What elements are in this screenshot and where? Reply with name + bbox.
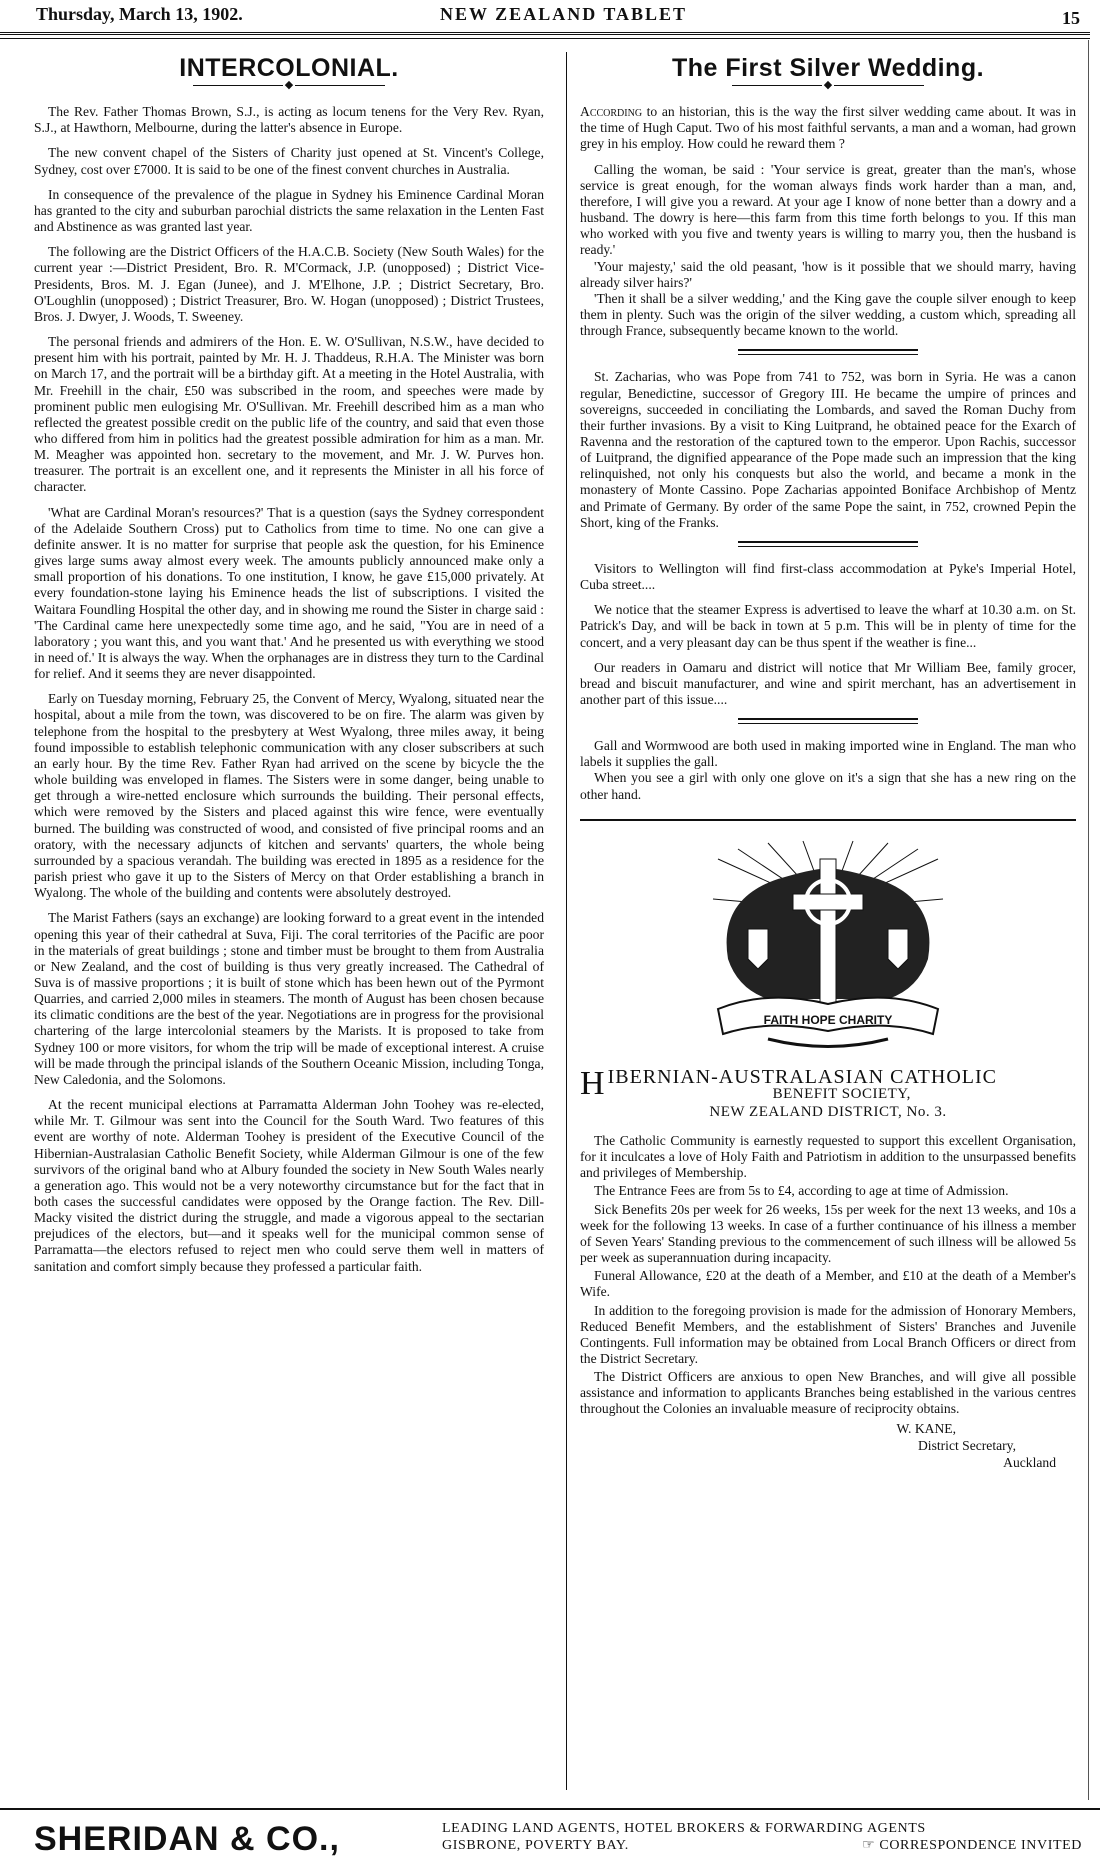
silver-wedding-paragraph: Calling the woman, be said : 'Your service is great, greater than the man's, whose service is great enough, for the woman always finds work harder than a man, and, therefore, I will give you a reward. At your age I know of none better than a dowry and a husband. The dowry is here—this farm from this time forth belongs to you. If this man who worked with you five and twenty years is willing to marry you, then the husband is ready.' bbox=[580, 161, 1076, 258]
gall-paragraph: When you see a girl with only one glove on it's a sign that she has a new ring on the other hand. bbox=[580, 770, 1076, 802]
intercolonial-paragraph: In consequence of the prevalence of the plague in Sydney his Eminence Cardinal Moran has granted to the city and suburban parochial districts the same relaxation in the Lenten Fast and Abstinence as was granted last year. bbox=[34, 186, 544, 235]
intercolonial-paragraph: The new convent chapel of the Sisters of Charity just opened at St. Vincent's College, Sydney, cost over £7000. It is said to be one of the finest convent churches in Australia. bbox=[34, 145, 544, 177]
silver-wedding-paragraph bbox=[580, 104, 1076, 152]
hibernian-paragraph: Sick Benefits 20s per week for 26 weeks, 15s per week for the next 13 weeks, and 10s a week for the following 13 weeks. In case of a further continuance of his illness a member of Seven Years' Standing previous to the commencement of such illness will be allowed 5s per week as superannuation during incapacity. bbox=[580, 1201, 1076, 1266]
right-margin-rule bbox=[1088, 40, 1089, 1800]
pointing-hand-icon: ☞ bbox=[862, 1838, 876, 1853]
footer-advertiser-name: SHERIDAN & CO., bbox=[34, 1820, 340, 1858]
title-ornament: ◆ bbox=[34, 80, 544, 90]
hibernian-district: NEW ZEALAND DISTRICT, No. 3. bbox=[709, 1103, 947, 1120]
footer-rule bbox=[0, 1808, 1100, 1810]
paragraph-text: to an historian, this is the way the first silver wedding came about. It was in the time of Hugh Caput. Two of his most faithful servants, a man and a woman, had grown grey in his employ. How could he reward them ? bbox=[580, 104, 1076, 152]
left-column bbox=[34, 52, 544, 1284]
section-separator bbox=[738, 718, 918, 724]
notice-paragraph: We notice that the steamer Express is advertised to leave the wharf at 10.30 a.m. on St. Patrick's Day, and will be back in town at 5 p.m. This will be in plenty of time for the concert, and a very pleasant day can be thus spent if the weather is fine... bbox=[580, 602, 1076, 650]
silver-wedding-paragraph: 'Then it shall be a silver wedding,' and the King gave the couple silver enough to keep them in plenty. Such was the origin of the silver wedding, a custom which, spreading all through France, subsequently became known to the world. bbox=[580, 290, 1076, 339]
column-divider bbox=[566, 52, 567, 1790]
signature-name: W. KANE, bbox=[896, 1420, 956, 1436]
silver-wedding-paragraph: 'Your majesty,' said the old peasant, 'how is it possible that we should marry, having already silver hairs?' bbox=[580, 258, 1076, 290]
hibernian-initial: H bbox=[580, 1064, 606, 1102]
zacharias-paragraph: St. Zacharias, who was Pope from 741 to 752, was born in Syria. He was a canon regular, Benedictine, successor of Gregory III. He became the umpire of princes and sovereigns, succeeded in conciliating the Lombards, and saved the Roman Duchy from their further invasions. By a visit to King Luitprand, he obtained peace for the Exarch of Ravenna and the restoration of the captured town to the emperor. Upon Rachis, successor of Luitprand, the dignified appearance of the Pope made such an impression that the king relinquished, not only his conquests but also the world, and became a monk in the monastery of Monte Cassino. Pope Zacharias appointed Boniface Archbishop of Mentz and Primate of Germany. By order of the same Pope the saint, in 752, crowned Pepin the Short, king of the Franks. bbox=[580, 369, 1076, 530]
header-rule-thin bbox=[0, 38, 1090, 39]
intercolonial-paragraph: 'What are Cardinal Moran's resources?' That is a question (says the Sydney correspondent of the Adelaide Southern Cross) put to Catholics from time to time. No one can give a definite answer. It is no matter for surprise that people ask the question, for his Eminence gives large sums away almost every week. The amounts publicly announced make only a small proportion of his donations. To one institution, I know, he gave £15,000 privately. At every foundation-stone laying his Eminence heads the list of subscriptions. I visited the Waitara Foundling Hospital the other day, and in showing me round the Sister in charge said : 'The Cardinal came here unexpectedly some time ago, and he said, "You are in need of a laboratory ; you want this, and you want that.' And he presented us with everything we stood in need of.' It is always the way. When the orphanages are in distress they turn to the Cardinal for relief. And it seems they are never disappointed. bbox=[34, 504, 544, 682]
header-date: Thursday, March 13, 1902. bbox=[36, 4, 243, 24]
advert-rule bbox=[580, 819, 1076, 821]
hibernian-paragraph: The Entrance Fees are from 5s to £4, according to age at time of Admission. bbox=[594, 1183, 1009, 1199]
silver-wedding-title: The First Silver Wedding. bbox=[671, 54, 985, 82]
intercolonial-paragraph: The personal friends and admirers of the Hon. E. W. O'Sullivan, N.S.W., have decided to present him with his portrait, painted by Mr. H. J. Thaddeus, R.H.A. The Minister was born on March 17, and the portrait will be a birthday gift. At a meeting in the Hotel Australia, with Mr. Freehill in the chair, £50 was subscribed in the room, and speeches were made by prominent public men eulogising Mr. O'Sullivan. Mr. Freehill described him as a man who reflected the greatest possible credit on the public life of the country, and said that even those who differed from him in politics had the greatest possible admiration for him as a man. Mr. M. Meagher was appointed hon. secretary to the movement, and Mr. J. W. Purves hon. treasurer. The portrait is an excellent one, and it represents the Minister in all his force of character. bbox=[34, 334, 544, 495]
hibernian-paragraph: The District Officers are anxious to open New Branches, and will give all possible assistance and information to applicants Branches being established in the various centres throughout the Colonies an invaluable measure of reciprocity obtains. bbox=[580, 1369, 1076, 1417]
section-separator bbox=[738, 541, 918, 547]
footer-line-2 bbox=[442, 1837, 1082, 1854]
intercolonial-paragraph: The Marist Fathers (says an exchange) are looking forward to a great event in the intended opening this year of their cathedral at Suva, Fiji. The coral territories of the Pacific are poor in the materials of great buildings ; stone and timber must be brought to them from Australia or New Zealand, and the cost of building is thus very greatly increased. The Cathedral of Suva is of massive proportions ; it is built of stone which has been hewn out of the Pyrmont Quarries, and carried 2,000 miles in steamers. The month of August has been chosen because its climatic conditions are the best of the year. Negotiations are in progress for the provisional chartering of the large intercolonial steamers by the Marists. It is proposed to take from Sydney 100 or more visitors, for whom the trip will be made of exceptional interest. A cruise will be made through the principal islands of the Southern Oceanic Mission, including Tonga, New Caledonia, and the Solomons. bbox=[34, 910, 544, 1087]
footer-line-1: LEADING LAND AGENTS, HOTEL BROKERS & FORWARDING AGENTS bbox=[442, 1821, 926, 1836]
hibernian-title-text: IBERNIAN-AUSTRALASIAN CATHOLIC bbox=[607, 1065, 997, 1088]
intercolonial-paragraph: The following are the District Officers of the H.A.C.B. Society (New South Wales) for the current year :—District President, Bro. R. M'Cormack, J.P. (unopposed) ; District Vice-Presidents, Bros. M. J. Egan (Junee), and J. M'Elhone, J.P. ; District Secretary, Bro. O'Loughlin (unopposed) ; District Treasurer, Bro. W. Hogan (unopposed) ; District Trustees, Bros. J. Dwyer, J. Woods, T. Sweeney. bbox=[34, 244, 544, 324]
hibernian-paragraph: The Catholic Community is earnestly requested to support this excellent Organisation, for it inculcates a love of Holy Faith and Patriotism in addition to the unsurpassed benefits and privileges of Membership. bbox=[580, 1132, 1076, 1181]
society-emblem-illustration bbox=[708, 839, 948, 1059]
lead-word: According bbox=[580, 104, 643, 120]
hibernian-signature bbox=[580, 1420, 1076, 1471]
footer-advert-text bbox=[442, 1820, 1082, 1854]
notice-paragraph: Our readers in Oamaru and district will notice that Mr William Bee, family grocer, bread and biscuit manufacturer, and wine and spirit merchant, has an advertisement in another part of this issue.... bbox=[580, 659, 1076, 707]
header-rule bbox=[0, 32, 1090, 35]
intercolonial-paragraph bbox=[34, 104, 544, 136]
paragraph-text: The Rev. Father Thomas Brown, S.J., is acting as locum tenens for the Very Rev. Ryan, S.J., at Hawthorn, Melbourne, during the latter's absence in Europe. bbox=[34, 104, 544, 136]
hibernian-paragraph: Funeral Allowance, £20 at the death of a Member, and £10 at the death of a Member's Wife. bbox=[580, 1268, 1076, 1300]
signature-title: District Secretary, bbox=[917, 1437, 1016, 1453]
header-page-number: 15 bbox=[1062, 8, 1080, 28]
emblem-banner-text: FAITH HOPE CHARITY bbox=[763, 1012, 893, 1027]
notice-paragraph: Visitors to Wellington will find first-class accommodation at Pyke's Imperial Hotel, Cuba street.... bbox=[580, 560, 1076, 593]
section-separator bbox=[738, 349, 918, 355]
title-ornament: ◆ bbox=[580, 80, 1076, 90]
intercolonial-paragraph: Early on Tuesday morning, February 25, the Convent of Mercy, Wyalong, situated near the hospital, about a mile from the town, was discovered to be on fire. The alarm was given by telephone from the hospital to the presbytery at West Wyalong, three miles away, it being found impossible to establish telephonic communication with any closer subscribers at such an early hour. By the time Rev. Father Ryan had arrived on the scene by bicycle the the whole building was enveloped in flames. The Sisters were in some danger, being unable to get through a wire-netted enclosure which surrounds the building. Their personal effects, which were removed by the Sisters and placed against this wire fence, were eventually burned. The building was constructed of wood, and consisted of five principal rooms and an oratory, with the necessary adjuncts of kitchen and servants' quarters, the whole being surrounded by a spacious verandah. The building was erected in 1895 as a residence for the parish priest who gave it up to the Sisters of Mercy on that Order establishing a branch in Wyalong. The whole of the building and contents were absolutely destroyed. bbox=[34, 691, 544, 901]
hibernian-paragraph: In addition to the foregoing provision is made for the admission of Honorary Members, Reduced Benefit Members, and the establishment of Sisters' Branches and Juvenile Contingents. Full information may be obtained from Local Branch Officers or direct from the District Secretary. bbox=[580, 1302, 1076, 1366]
header-paper-title: NEW ZEALAND TABLET bbox=[440, 4, 688, 24]
signature-place: Auckland bbox=[1003, 1454, 1056, 1470]
page-header bbox=[0, 4, 1100, 28]
intercolonial-title: INTERCOLONIAL. bbox=[179, 54, 399, 82]
celtic-cross-emblem-icon bbox=[708, 839, 948, 1059]
right-column bbox=[580, 52, 1076, 1471]
hibernian-body bbox=[580, 1133, 1076, 1418]
footer-correspondence-text: CORRESPONDENCE INVITED bbox=[879, 1838, 1082, 1853]
gall-paragraph: Gall and Wormwood are both used in making imported wine in England. The man who labels it supplies the gall. bbox=[580, 738, 1076, 770]
footer-correspondence bbox=[862, 1837, 1082, 1854]
hibernian-subtitle: BENEFIT SOCIETY, bbox=[772, 1085, 911, 1102]
footer-location: GISBRONE, POVERTY BAY. bbox=[442, 1838, 629, 1853]
intercolonial-paragraph: At the recent municipal elections at Parramatta Alderman John Toohey was re-elected, while Mr. T. Gilmour was sent into the Council for the South Ward. Two features of this event are worthy of note. Alderman Toohey is president of the Executive Council of the Hibernian-Australasian Catholic Benefit Society, while Alderman Gilmour is one of the few survivors of the original band who at Albury founded the society in New South Wales nearly a generation ago. This would not be a very noteworthy circumstance but for the fact that in both cases the successful candidates were opposed by the Orange faction. The Rev. Dill-Macky visited the district during the struggle, and made a vigorous appeal to the sectarian prejudices of the electors, but—and it speaks well for the municipal common sense of Parramatta—the electors refused to reject men who could serve them well in matters of sanitation and comfort simply because they professed a particular faith. bbox=[34, 1097, 544, 1274]
